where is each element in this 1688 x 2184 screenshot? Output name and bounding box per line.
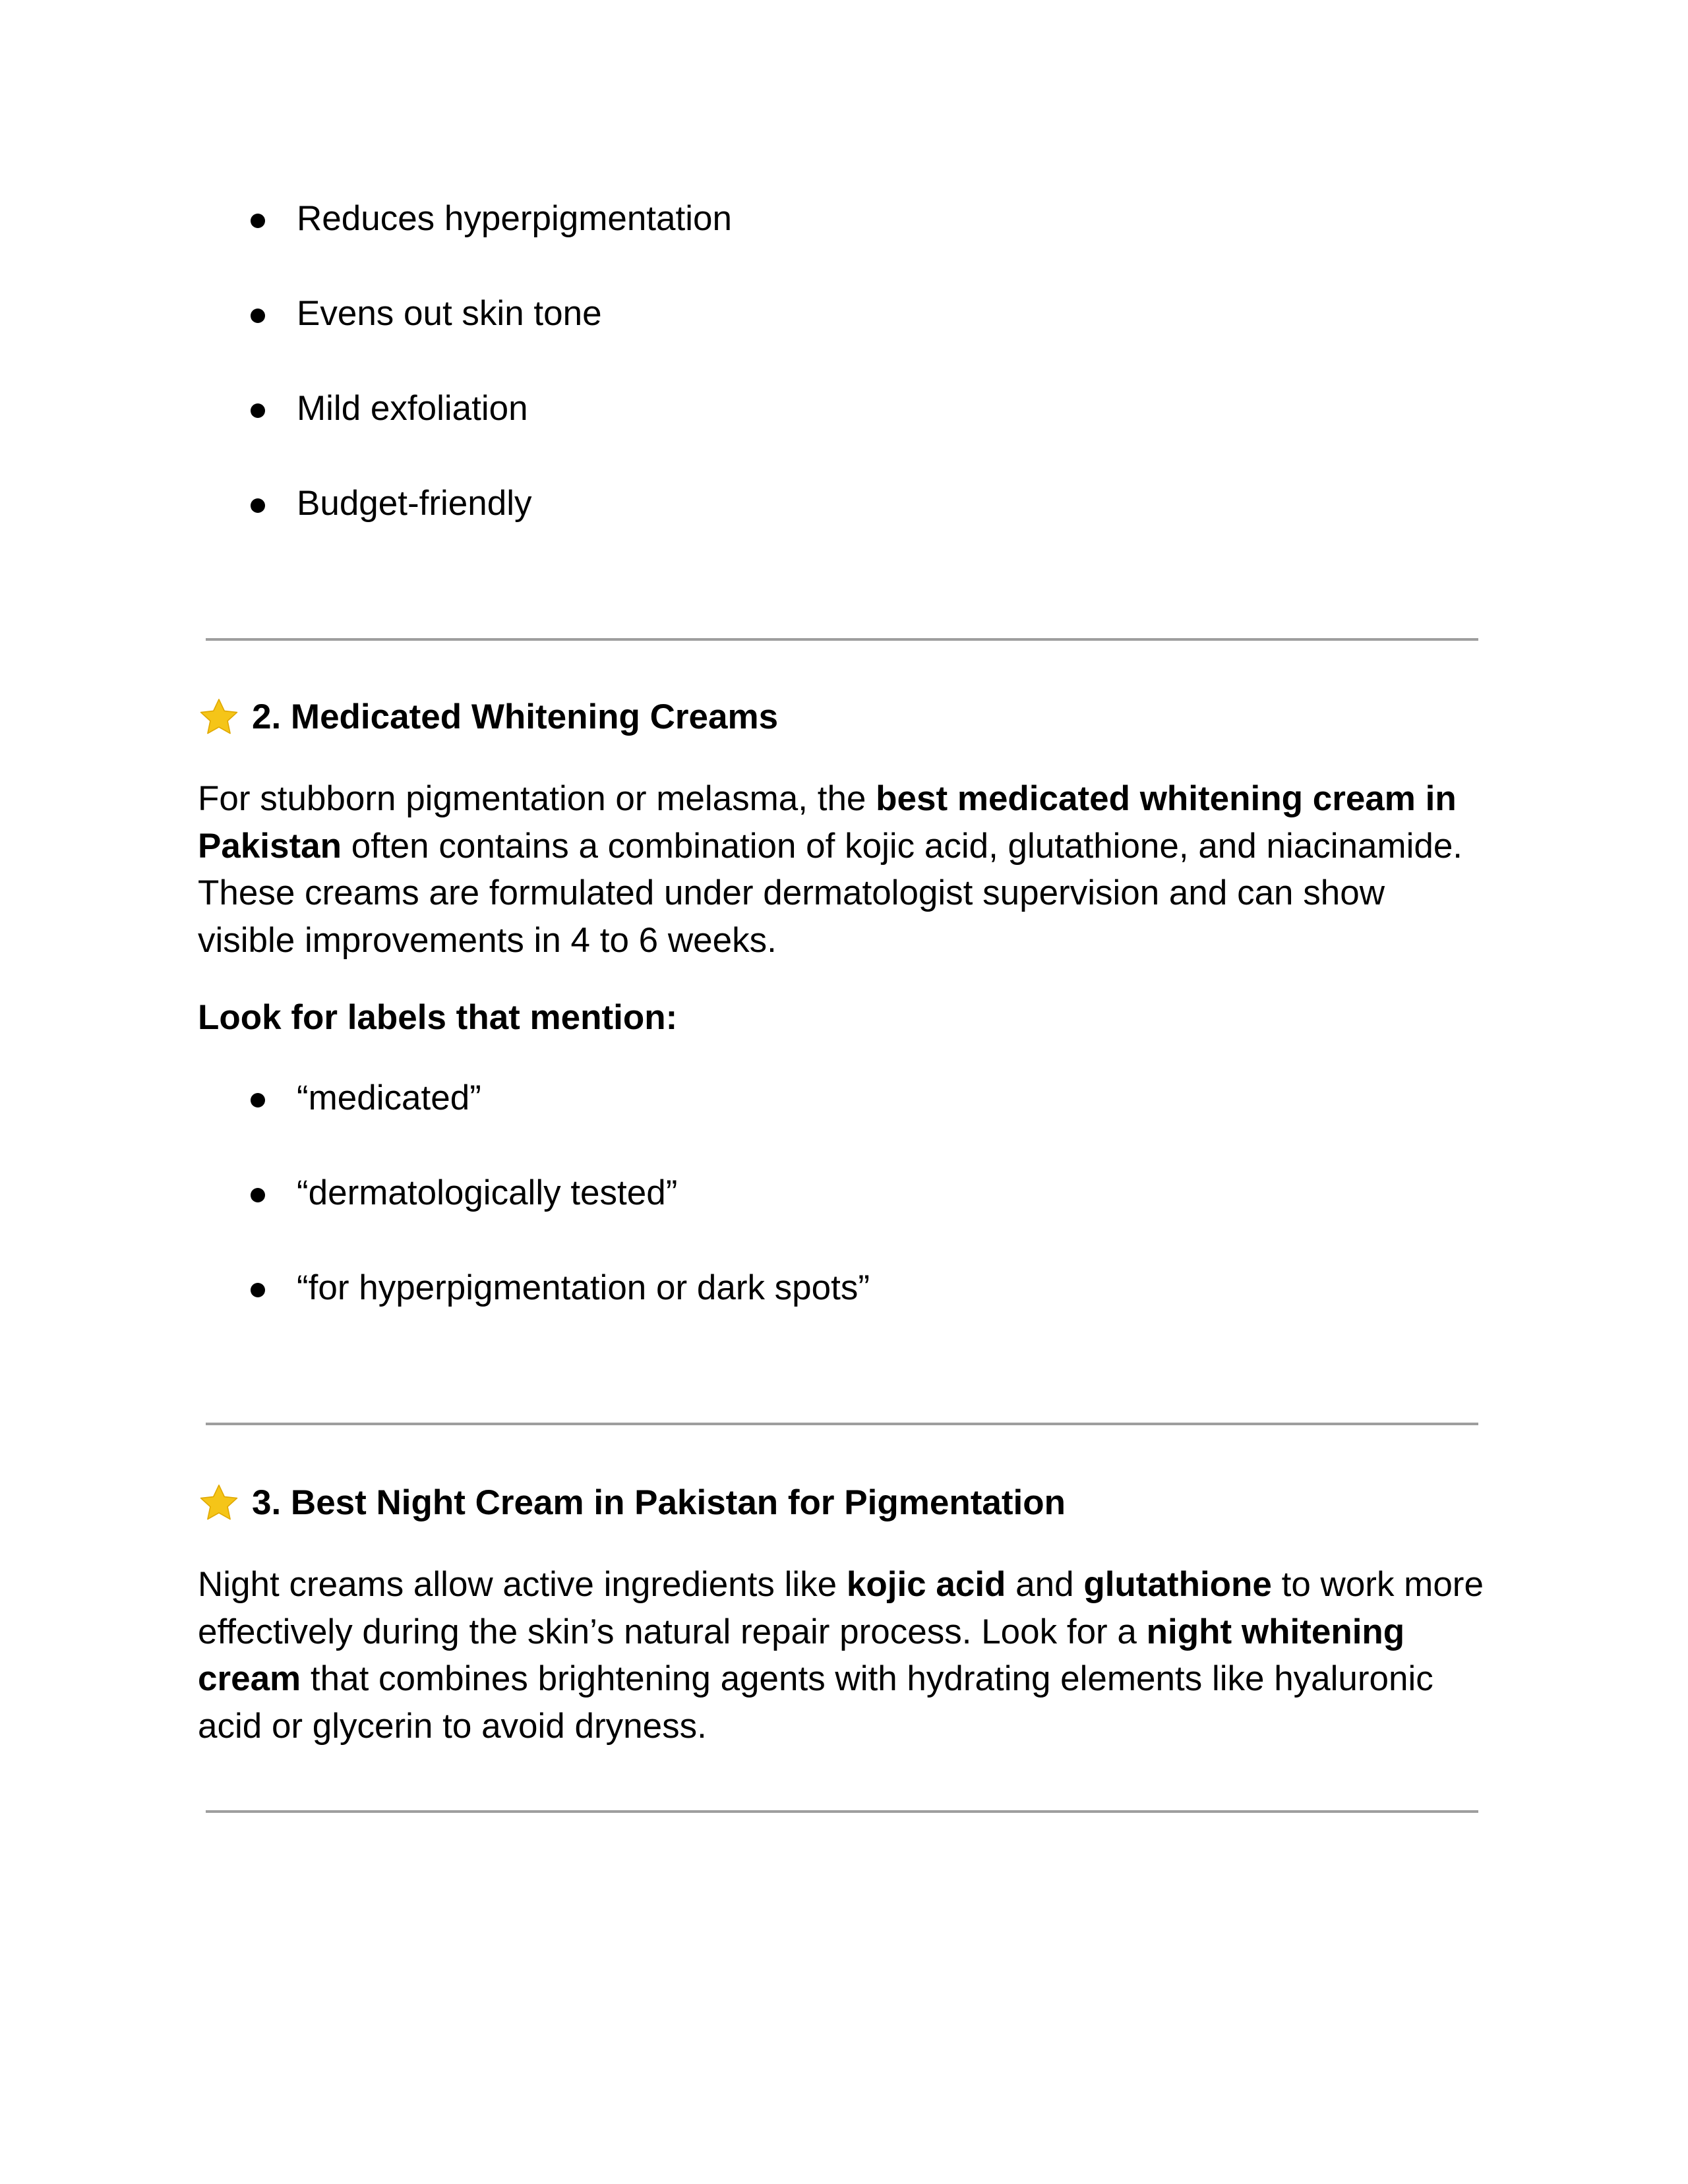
bold-phrase: glutathione: [1083, 1565, 1272, 1604]
document-page: Reduces hyperpigmentation Evens out skin tone Mild exfoliation Budget-friendly 2. Medicated Whitening Creams For stubborn pigmentation or melasma, the best medicated whitening cream in Pakistan often contains a combination of kojic acid, glutathione, and niacinamide. These creams are formulated under dermatologist supervision and can show visible improvements in 4 to 6 weeks. Look for labels that mention: “medicated” “dermatologically tested” “for hyperpigmentation or dark spots” 3. Best Night Cream in Pakistan for Pigmentation Night creams allow active ingredients like kojic acid and glutathione to work more effectively during the skin’s natural repair process. Look for a night whitening cream that combines brightening agents with hydrating elements like hyaluronic acid or glycerin to avoid dryness.: [0, 0, 1688, 2184]
bullet-icon: [251, 1283, 265, 1297]
section-heading-text: 3. Best Night Cream in Pakistan for Pigmentation: [252, 1483, 1066, 1522]
bold-phrase: kojic acid: [846, 1565, 1006, 1604]
bullet-icon: [251, 1188, 265, 1202]
star-icon: [198, 1482, 240, 1524]
horizontal-divider: [206, 638, 1478, 641]
section-heading-text: 2. Medicated Whitening Creams: [252, 697, 779, 736]
bullet-icon: [251, 214, 265, 228]
star-icon: [198, 696, 240, 738]
section-heading: [198, 696, 778, 738]
horizontal-divider: [206, 1810, 1478, 1813]
horizontal-divider: [206, 1423, 1478, 1425]
labels-subheading: Look for labels that mention:: [198, 998, 678, 1037]
bullet-icon: [251, 309, 265, 323]
section-paragraph: Night creams allow active ingredients like kojic acid and glutathione to work more effectively during the skin’s natural repair process. Look for a night whitening cream that combines brightening agents with hydrating elements like hyaluronic acid or glycerin to avoid dryness.: [198, 1565, 1484, 1746]
bullet-icon: [251, 403, 265, 418]
section-heading: [198, 1482, 1066, 1524]
bullet-icon: [251, 498, 265, 513]
section-paragraph: For stubborn pigmentation or melasma, the best medicated whitening cream in Pakistan often contains a combination of kojic acid, glutathione, and niacinamide. These creams are formulated under dermatologist supervision and can show visible improvements in 4 to 6 weeks.: [198, 779, 1463, 960]
bullet-icon: [251, 1093, 265, 1107]
bold-phrase: night whitening cream: [198, 1612, 1405, 1698]
bold-phrase: best medicated whitening cream in Pakistan: [198, 779, 1457, 866]
